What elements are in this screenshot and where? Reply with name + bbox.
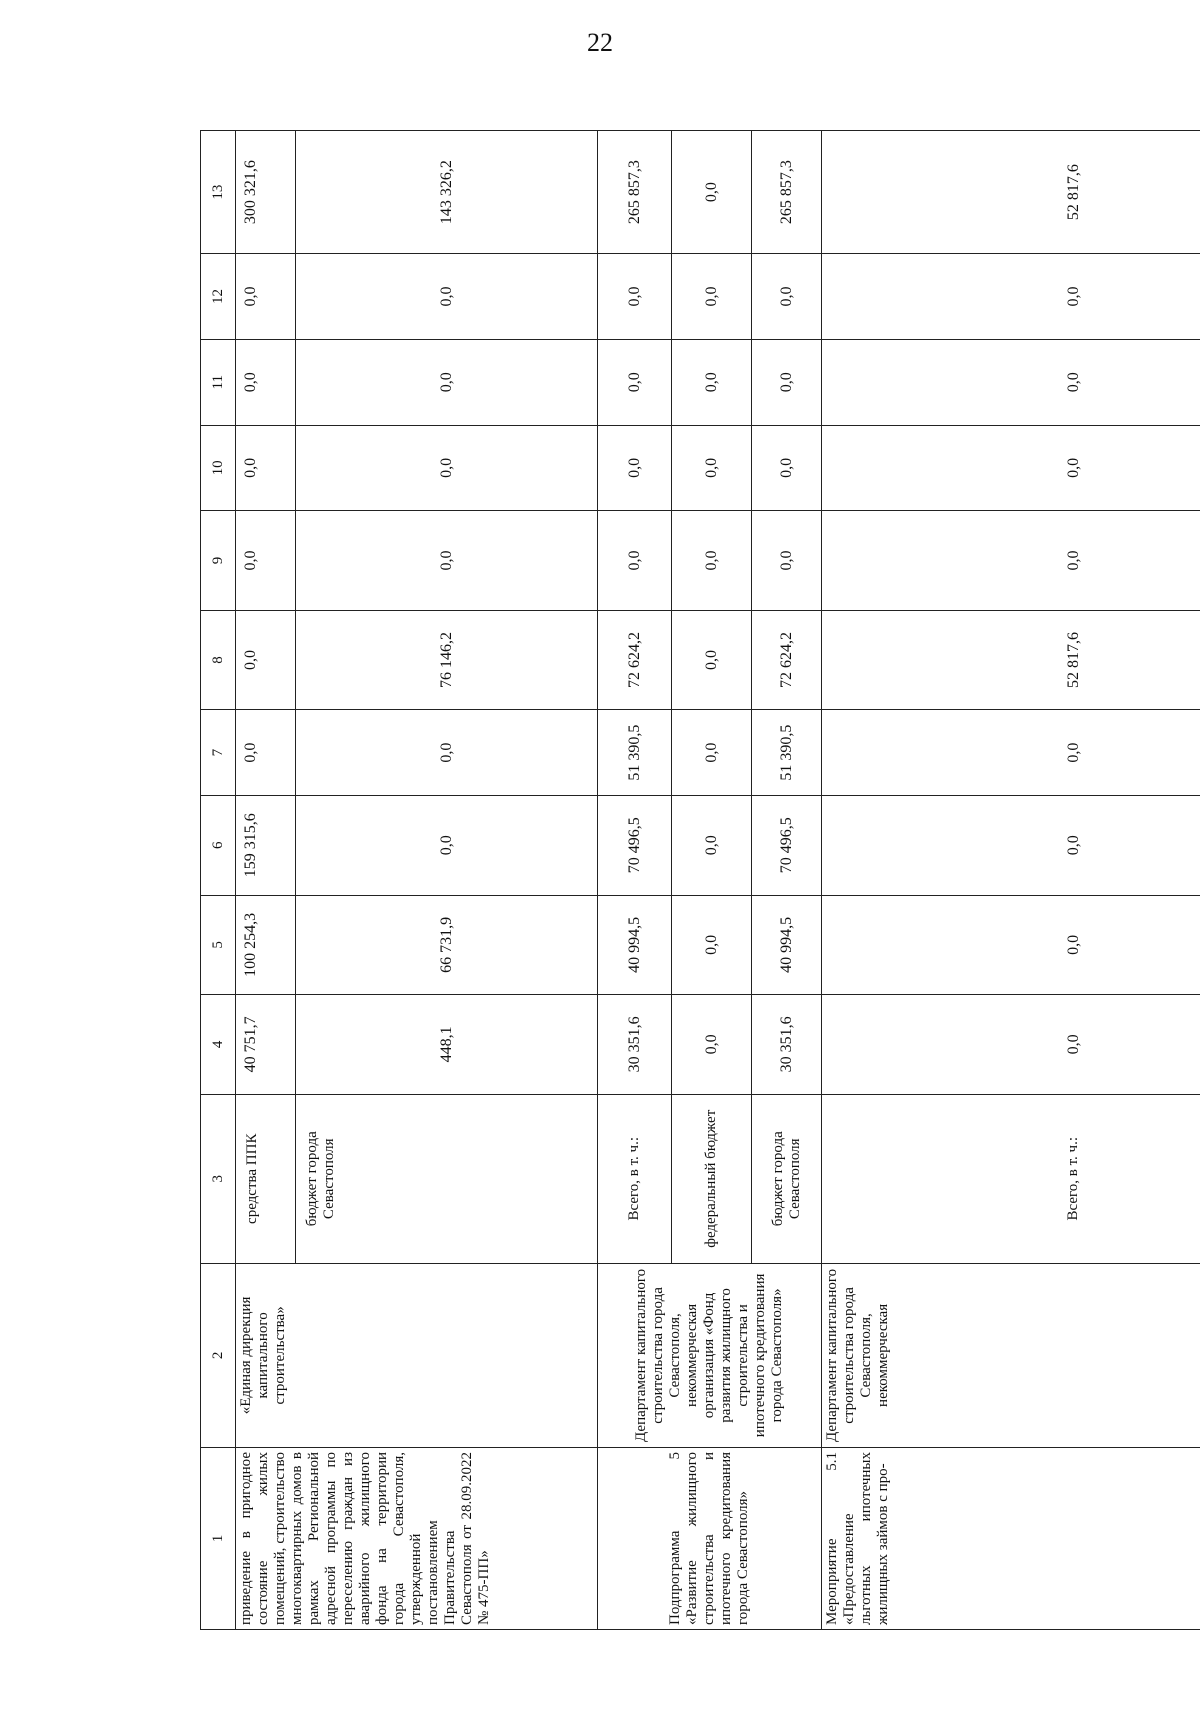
- value-cell: 0,0: [672, 339, 752, 425]
- value-cell: 448,1: [296, 995, 598, 1095]
- value-cell: 0,0: [598, 511, 672, 611]
- value-cell: 76 146,2: [296, 610, 598, 710]
- table-body: [201, 131, 1200, 1630]
- value-cell: 0,0: [822, 895, 1200, 995]
- header-cell: 12: [201, 254, 236, 340]
- value-cell: 0,0: [752, 339, 822, 425]
- header-cell: 9: [201, 511, 236, 611]
- value-cell: 0,0: [672, 710, 752, 796]
- value-cell: 0,0: [822, 795, 1200, 895]
- rotated-table-container: [200, 130, 1200, 1630]
- page-number: 22: [587, 28, 613, 57]
- header-cell: 2: [201, 1263, 236, 1447]
- executor-cell: «Единая дирекция капитального строительства»: [236, 1263, 598, 1447]
- value-cell: 40 994,5: [752, 895, 822, 995]
- header-cell: 6: [201, 795, 236, 895]
- value-cell: 0,0: [752, 425, 822, 511]
- value-cell: 0,0: [672, 610, 752, 710]
- value-cell: 51 390,5: [598, 710, 672, 796]
- value-cell: 72 624,2: [598, 610, 672, 710]
- value-cell: 0,0: [752, 511, 822, 611]
- value-cell: 100 254,3: [236, 895, 296, 995]
- value-cell: 159 315,6: [236, 795, 296, 895]
- value-cell: 51 390,5: [752, 710, 822, 796]
- header-cell: 8: [201, 610, 236, 710]
- value-cell: 0,0: [822, 511, 1200, 611]
- header-cell: 5: [201, 895, 236, 995]
- value-cell: 0,0: [822, 995, 1200, 1095]
- value-cell: 0,0: [236, 254, 296, 340]
- value-cell: 0,0: [672, 425, 752, 511]
- value-cell: 30 351,6: [598, 995, 672, 1095]
- value-cell: 143 326,2: [296, 131, 598, 254]
- program-cell: Мероприятие 5.1 «Предоставление льготных ипотечных жилищных займов с про-: [822, 1447, 1200, 1629]
- header-cell: 3: [201, 1094, 236, 1263]
- value-cell: 0,0: [672, 511, 752, 611]
- value-cell: 0,0: [752, 254, 822, 340]
- value-cell: 30 351,6: [752, 995, 822, 1095]
- table-row: [236, 131, 296, 1630]
- value-cell: 0,0: [236, 610, 296, 710]
- table-row: [822, 131, 1200, 1630]
- value-cell: 40 994,5: [598, 895, 672, 995]
- value-cell: 300 321,6: [236, 131, 296, 254]
- value-cell: 0,0: [236, 511, 296, 611]
- value-cell: 0,0: [822, 254, 1200, 340]
- header-cell: 1: [201, 1447, 236, 1629]
- source-cell: федеральный бюджет: [672, 1094, 752, 1263]
- value-cell: 0,0: [296, 511, 598, 611]
- header-row: [201, 131, 236, 1630]
- value-cell: 0,0: [822, 710, 1200, 796]
- source-cell: средства ППК: [236, 1094, 296, 1263]
- value-cell: 0,0: [236, 425, 296, 511]
- value-cell: 0,0: [296, 795, 598, 895]
- value-cell: 0,0: [672, 795, 752, 895]
- header-cell: 11: [201, 339, 236, 425]
- value-cell: 0,0: [296, 425, 598, 511]
- value-cell: 0,0: [598, 254, 672, 340]
- source-cell: бюджет города Севастополя: [752, 1094, 822, 1263]
- value-cell: 52 817,6: [822, 131, 1200, 254]
- value-cell: 0,0: [296, 254, 598, 340]
- executor-cell: Департамент капитального строительства города Севастополя, некоммерческая: [822, 1263, 1200, 1447]
- program-cell: приведение в пригодное состояние жилых помещений, строительство многоквартирных домов в рамках Региональной адресной программы по переселению граждан из аварийного жилищного фонда на территории города Севастополя, утвержденной постановлением Правительства Севастополя от 28.09.2022 № 475-ПП»: [236, 1447, 598, 1629]
- value-cell: 0,0: [296, 339, 598, 425]
- value-cell: 0,0: [672, 254, 752, 340]
- budget-table: [200, 130, 1200, 1630]
- value-cell: 0,0: [296, 710, 598, 796]
- value-cell: 0,0: [598, 425, 672, 511]
- value-cell: 70 496,5: [752, 795, 822, 895]
- value-cell: 70 496,5: [598, 795, 672, 895]
- source-cell: бюджет города Севастополя: [296, 1094, 598, 1263]
- value-cell: 265 857,3: [752, 131, 822, 254]
- executor-cell: Департамент капитального строительства города Севастополя, некоммерческая организация «Фонд развития жилищного строительства и ипотечного кредитования города Севастополя»: [598, 1263, 822, 1447]
- value-cell: 0,0: [236, 710, 296, 796]
- value-cell: 0,0: [672, 895, 752, 995]
- source-cell: Всего, в т. ч.:: [598, 1094, 672, 1263]
- source-cell: Всего, в т. ч.:: [822, 1094, 1200, 1263]
- header-cell: 13: [201, 131, 236, 254]
- program-cell: Подпрограмма 5 «Развитие жилищного строительства и ипотечного кредитования города Севастополя»: [598, 1447, 822, 1629]
- header-cell: 4: [201, 995, 236, 1095]
- value-cell: 66 731,9: [296, 895, 598, 995]
- value-cell: 52 817,6: [822, 610, 1200, 710]
- header-cell: 10: [201, 425, 236, 511]
- value-cell: 40 751,7: [236, 995, 296, 1095]
- value-cell: 0,0: [236, 339, 296, 425]
- value-cell: 0,0: [598, 339, 672, 425]
- value-cell: 72 624,2: [752, 610, 822, 710]
- value-cell: 0,0: [672, 995, 752, 1095]
- value-cell: 0,0: [822, 425, 1200, 511]
- table-row: [598, 131, 672, 1630]
- header-cell: 7: [201, 710, 236, 796]
- value-cell: 0,0: [822, 339, 1200, 425]
- value-cell: 0,0: [672, 131, 752, 254]
- value-cell: 265 857,3: [598, 131, 672, 254]
